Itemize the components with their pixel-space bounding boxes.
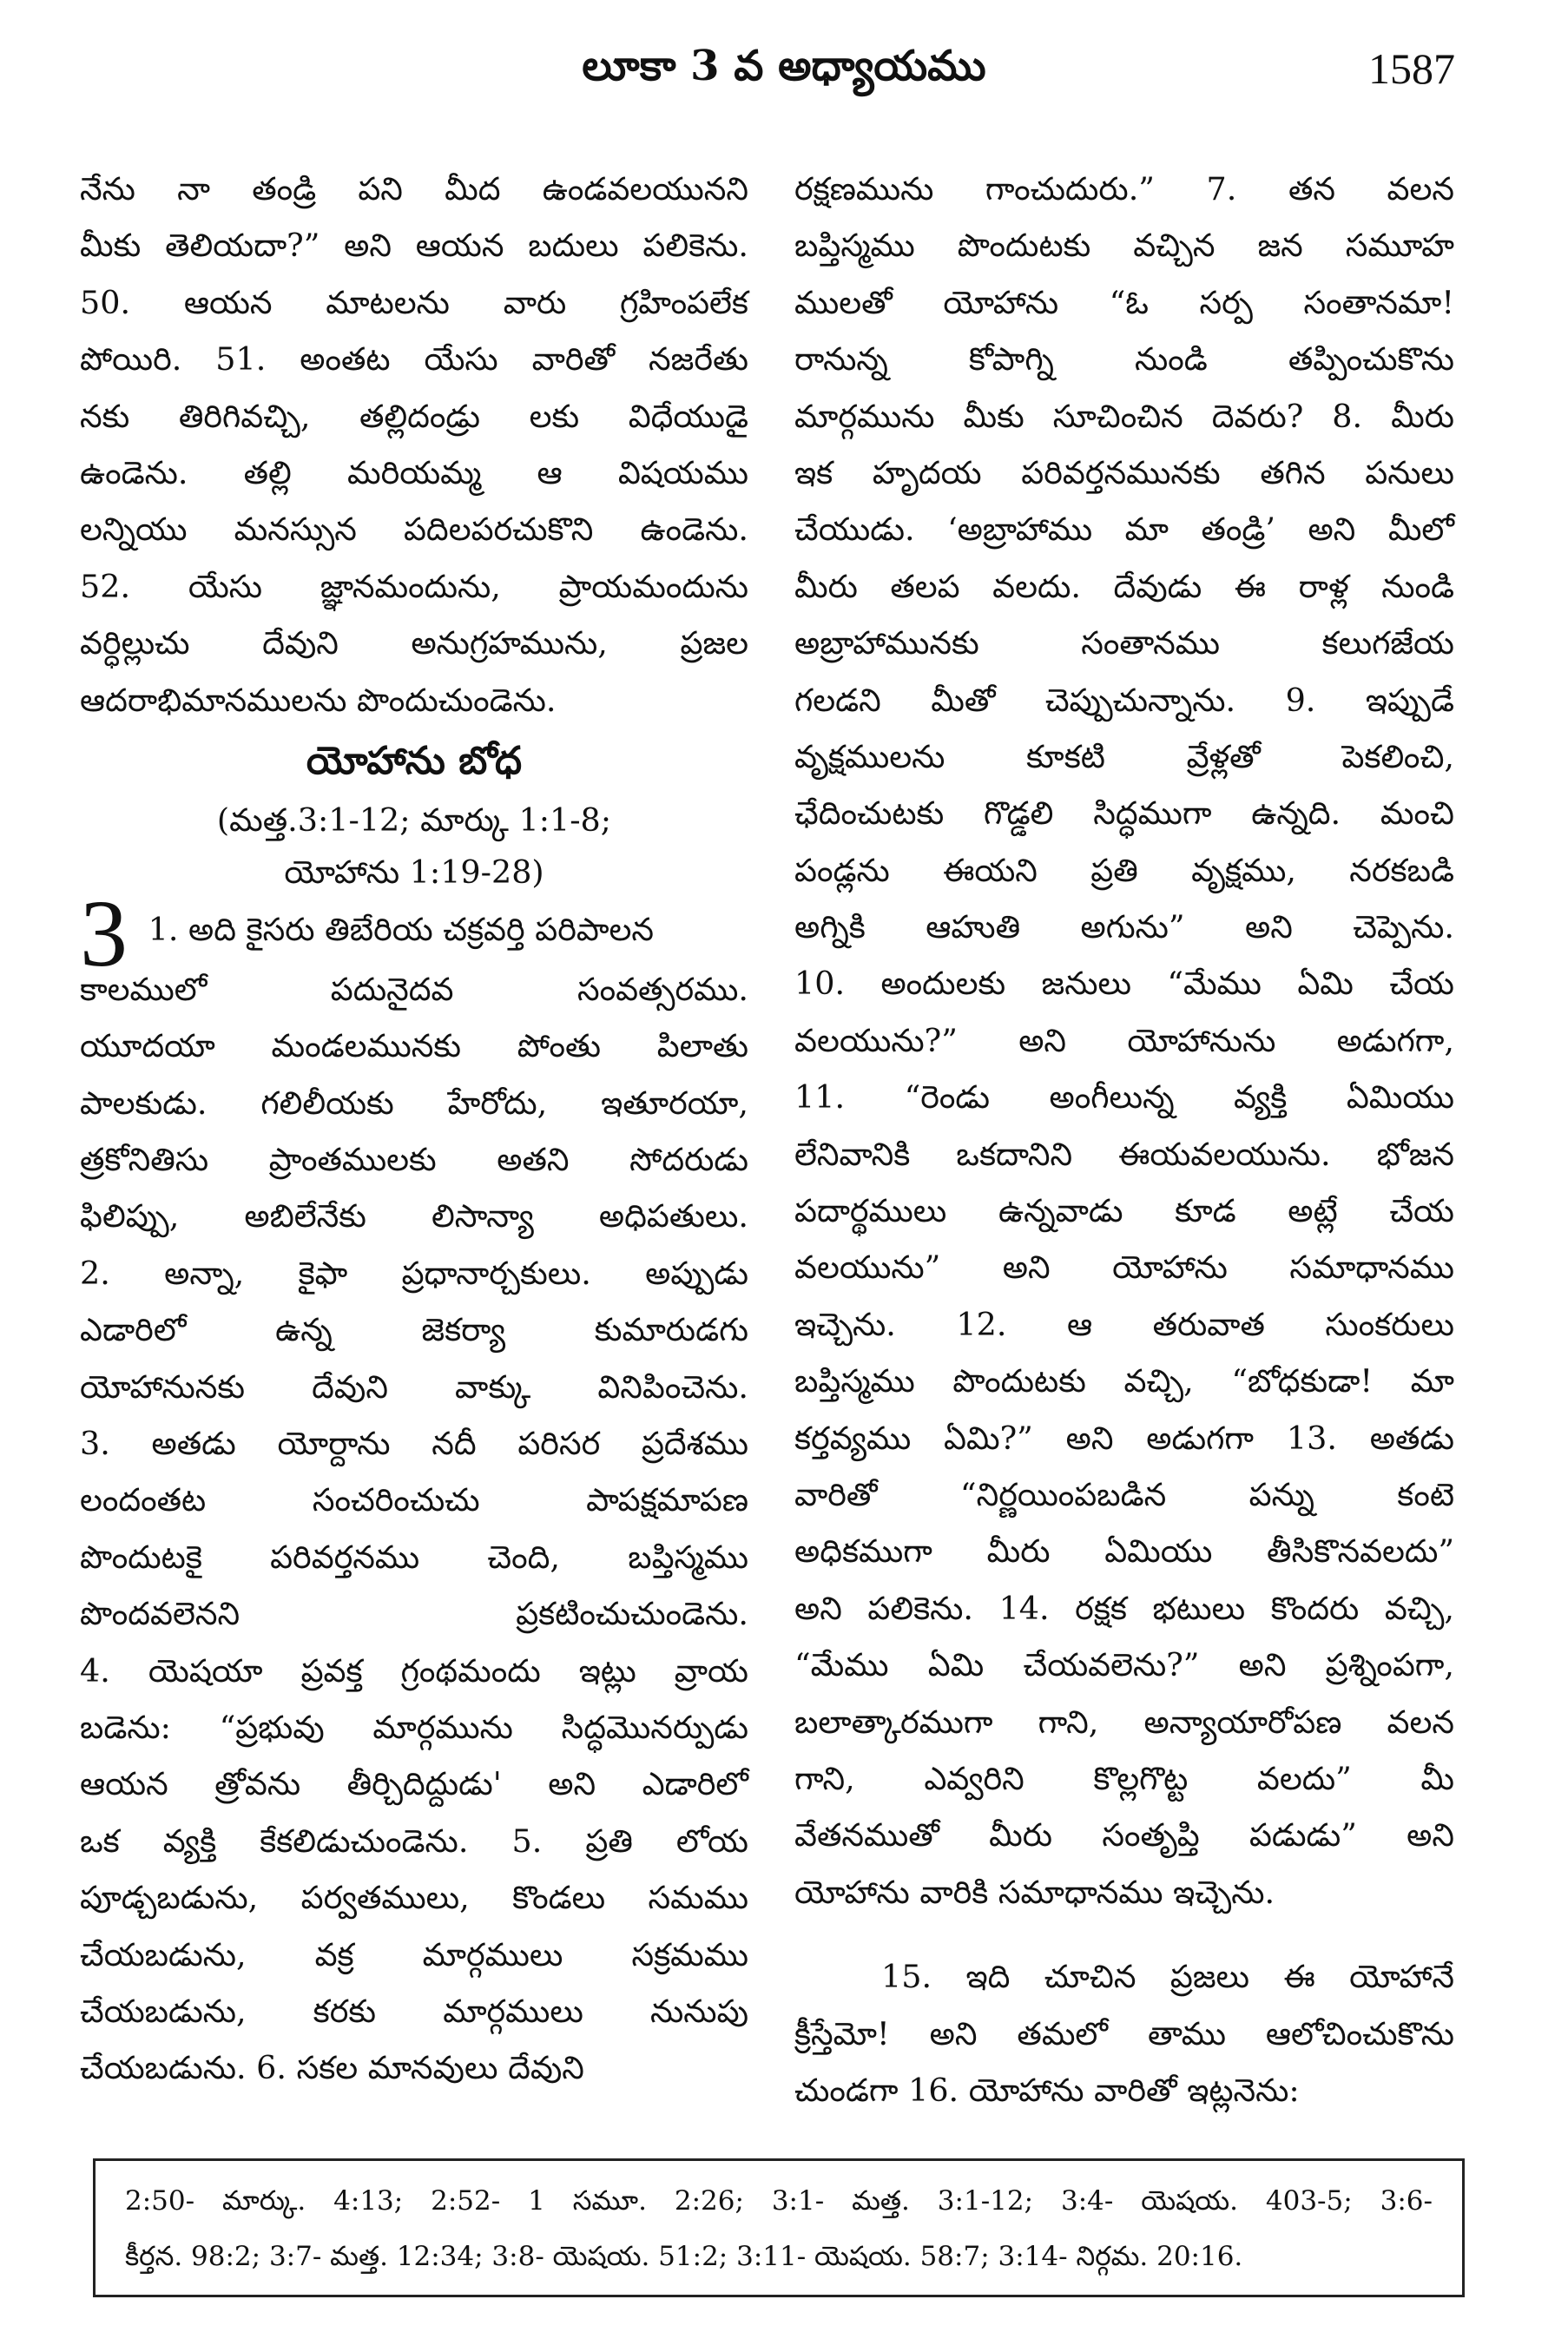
text-line: ఒక వ్యక్తి కేకలిడుచుండెను. 5. ప్రతి లోయ bbox=[80, 1822, 748, 1860]
text-line: ఉండెను. తల్లి మరియమ్మ ఆ విషయము bbox=[80, 453, 748, 491]
text-line: రానున్న కోపాగ్ని నుండి తప్పించుకొను bbox=[794, 340, 1454, 379]
text-line: యూదయా మండలమునకు పోంతు పిలాతు bbox=[80, 1027, 748, 1065]
text-line: చేయబడును, వక్ర మార్గములు సక్రమము bbox=[80, 1935, 748, 1973]
text-line: వలయును” అని యోహాను సమాధానము bbox=[794, 1248, 1454, 1287]
footnote-line: 2:50- మార్కు. 4:13; 2:52- 1 సమూ. 2:26; 3:1- మత్త. 3:1-12; 3:4- యెషయ. 403-5; 3:6- bbox=[125, 2185, 1433, 2217]
text-line: పోయిరి. 51. అంతట యేసు వారితో నజరేతు bbox=[80, 340, 748, 379]
left-top-text bbox=[80, 161, 748, 728]
chapter-start-line bbox=[80, 880, 748, 986]
text-line: ములతో యోహాను “ఓ సర్ప సంతానమా! bbox=[794, 283, 1454, 321]
text-line: ఆదరాభిమానములను పొందుచుండెను. bbox=[80, 681, 557, 719]
text-line: నేను నా తండ్రి పని మీద ఉండవలయునని bbox=[80, 170, 748, 208]
text-line: మార్గమును మీకు సూచించిన దెవరు? 8. మీరు bbox=[794, 397, 1454, 435]
text-line: పొందుటకై పరివర్తనము చెంది, బప్తిస్మము bbox=[80, 1538, 748, 1576]
chapter-number: 3 bbox=[80, 880, 128, 986]
page-number: 1587 bbox=[1368, 44, 1455, 93]
text-line: వృక్షములను కూకటి వ్రేళ్లతో పెకలించి, bbox=[794, 737, 1454, 775]
text-line: పాలకుడు. గలిలీయకు హేరోదు, ఇతూరయా, bbox=[80, 1084, 748, 1122]
text-line: 15. ఇది చూచిన ప్రజలు ఈ యోహానే bbox=[881, 1958, 1454, 1996]
section-ref: (మత్త.3:1-12; మార్కు 1:1-8; bbox=[216, 800, 612, 839]
paragraph-gap bbox=[794, 1920, 1454, 1948]
text-line: నకు తిరిగివచ్చి, తల్లిదండ్రు లకు విధేయుడై bbox=[80, 397, 748, 435]
text-line: చేయబడును, కరకు మార్గములు నునుపు bbox=[80, 1992, 748, 2030]
text-line: అగ్నికి ఆహుతి అగును” అని చెప్పెను. bbox=[794, 908, 1454, 946]
text-line: లందంతట సంచరించుచు పాపక్షమాపణ bbox=[80, 1481, 748, 1519]
section-ref: యోహాను 1:19-28) bbox=[284, 853, 544, 891]
text-line: “మేము ఏమి చేయవలెను?” అని ప్రశ్నింపగా, bbox=[794, 1646, 1454, 1684]
text-line: ఫిలిప్పు, అబిలేనేకు లిసాన్యా అధిపతులు. bbox=[80, 1197, 748, 1235]
text-line: వేతనముతో మీరు సంతృప్తి పడుడు” అని bbox=[794, 1816, 1454, 1855]
text-line: పదార్థములు ఉన్నవాడు కూడ అట్లే చేయ bbox=[794, 1192, 1454, 1230]
text-line: గలడని మీతో చెప్పుచున్నాను. 9. ఇప్పుడే bbox=[794, 681, 1454, 719]
text-line: ఆయన త్రోవను తీర్చిదిద్దుడు' అని ఎడారిలో bbox=[80, 1765, 748, 1803]
text-line: అని పలికెను. 14. రక్షక భటులు కొందరు వచ్చి, bbox=[794, 1589, 1454, 1627]
text-line: మీరు తలప వలదు. దేవుడు ఈ రాళ్ల నుండి bbox=[794, 567, 1454, 605]
text-line: పూడ్చబడును, పర్వతములు, కొండలు సమము bbox=[80, 1879, 748, 1917]
text-line: లన్నియు మనస్సున పదిలపరచుకొని ఉండెను. bbox=[80, 511, 748, 549]
text-line: బడెను: “ప్రభువు మార్గమును సిద్ధమొనర్పుడు bbox=[80, 1708, 748, 1746]
text-line: పొందవలెనని ప్రకటించుచుండెను. bbox=[80, 1595, 748, 1633]
footnote-box bbox=[93, 2158, 1465, 2297]
text-line: లేనివానికి ఒకదానిని ఈయవలయును. భోజన bbox=[794, 1135, 1454, 1173]
text-line: చుండగా 16. యోహాను వారితో ఇట్లనెను: bbox=[794, 2071, 1300, 2109]
text-line: రక్షణమును గాంచుదురు.” 7. తన వలన bbox=[794, 170, 1454, 208]
text-line: అధికముగా మీరు ఏమియు తీసికొనవలదు” bbox=[794, 1532, 1454, 1571]
text-line: కర్తవ్యము ఏమి?” అని అడుగగా 13. అతడు bbox=[794, 1419, 1454, 1457]
text-line: వారితో “నిర్ణయింపబడిన పన్ను కంటె bbox=[794, 1475, 1454, 1513]
text-line: 3. అతడు యోర్దాను నదీ పరిసర ప్రదేశము bbox=[80, 1425, 748, 1463]
text-line: మీకు తెలియదా?” అని ఆయన బదులు పలికెను. bbox=[80, 227, 748, 265]
text-line: 10. అందులకు జనులు “మేము ఏమి చేయ bbox=[794, 965, 1454, 1003]
text-line: అబ్రాహామునకు సంతానము కలుగజేయ bbox=[794, 624, 1454, 662]
text-line: కాలములో పదునైదవ సంవత్సరము. bbox=[80, 970, 748, 1008]
text-line: త్రకోనితిసు ప్రాంతములకు అతని సోదరుడు bbox=[80, 1141, 748, 1179]
text-line: 52. యేసు జ్ఞానమందును, ప్రాయమందును bbox=[80, 567, 748, 605]
text-line: ఇక హృదయ పరివర్తనమునకు తగిన పనులు bbox=[794, 453, 1454, 491]
left-chapter-text bbox=[80, 961, 748, 2097]
text-line: బప్తిస్మము పొందుటకు వచ్చి, “బోధకుడా! మా bbox=[794, 1362, 1454, 1400]
text-line: యోహానునకు దేవుని వాక్కు వినిపించెను. bbox=[80, 1367, 748, 1406]
text-line: ఎడారిలో ఉన్న జెకర్యా కుమారుడగు bbox=[80, 1311, 748, 1349]
text-line: 2. అన్నా, కైఫా ప్రధానార్చకులు. అప్పుడు bbox=[80, 1254, 748, 1292]
text-line: వర్ధిల్లుచు దేవుని అనుగ్రహమును, ప్రజల bbox=[80, 624, 748, 662]
chapter-header: లూకా 3 వ అధ్యాయము bbox=[582, 42, 986, 90]
text-line: చేయుడు. ‘అబ్రాహాము మా తండ్రి’ అని మీలో bbox=[794, 511, 1454, 549]
text-line: 4. యెషయా ప్రవక్త గ్రంథమందు ఇట్లు వ్రాయ bbox=[80, 1651, 748, 1690]
right-text-b bbox=[794, 1948, 1454, 2118]
text-line: యోహాను వారికి సమాధానము ఇచ్చెను. bbox=[794, 1873, 1275, 1911]
text-line: పండ్లను ఈయని ప్రతి వృక్షము, నరకబడి bbox=[794, 851, 1454, 889]
text-line: క్రీస్తేమో! అని తమలో తాము ఆలోచించుకొను bbox=[794, 2014, 1454, 2052]
left-column bbox=[80, 161, 748, 2097]
chapter-first-line: 1. అది కైసరు తిబేరియ చక్రవర్తి పరిపాలన bbox=[148, 910, 654, 948]
text-line: 50. ఆయన మాటలను వారు గ్రహింపలేక bbox=[80, 283, 748, 321]
section-title: యోహాను బోధ bbox=[306, 738, 523, 783]
text-line: గాని, ఎవ్వరిని కొల్లగొట్ట వలదు” మీ bbox=[794, 1759, 1454, 1797]
text-line: వలయును?” అని యోహానును అడుగగా, bbox=[794, 1021, 1454, 1059]
right-text-a bbox=[794, 161, 1454, 1920]
text-line: బలాత్కారముగా గాని, అన్యాయారోపణ వలన bbox=[794, 1703, 1454, 1741]
text-line: ఛేదించుటకు గొడ్డలి సిద్ధముగా ఉన్నది. మంచి bbox=[794, 794, 1454, 833]
text-line: 11. “రెండు అంగీలున్న వ్యక్తి ఏమియు bbox=[794, 1078, 1454, 1117]
footnote-line: కీర్తన. 98:2; 3:7- మత్త. 12:34; 3:8- యెషయ. 51:2; 3:11- యెషయ. 58:7; 3:14- నిర్గమ. 20:16. bbox=[125, 2241, 1243, 2272]
right-column bbox=[794, 161, 1454, 2118]
text-line: ఇచ్చెను. 12. ఆ తరువాత సుంకరులు bbox=[794, 1305, 1454, 1343]
text-line: చేయబడును. 6. సకల మానవులు దేవుని bbox=[80, 2049, 584, 2087]
text-line: బప్తిస్మము పొందుటకు వచ్చిన జన సమూహ bbox=[794, 227, 1454, 265]
